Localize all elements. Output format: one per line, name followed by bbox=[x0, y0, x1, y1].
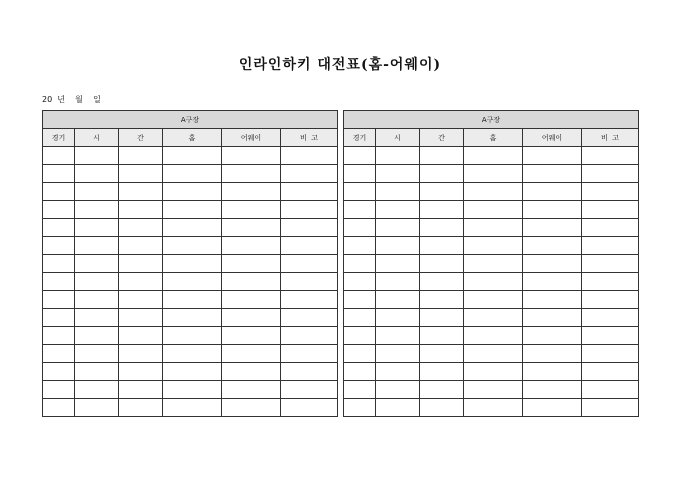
right-table-cell[interactable] bbox=[376, 291, 420, 309]
left-table-cell[interactable] bbox=[119, 183, 163, 201]
left-table-cell[interactable] bbox=[119, 255, 163, 273]
right-table-cell[interactable] bbox=[376, 273, 420, 291]
right-table-cell[interactable] bbox=[523, 363, 582, 381]
right-table-cell[interactable] bbox=[582, 309, 639, 327]
left-table-cell[interactable] bbox=[163, 309, 222, 327]
left-table-cell[interactable] bbox=[163, 327, 222, 345]
right-table bbox=[343, 110, 639, 417]
left-table-cell[interactable] bbox=[163, 399, 222, 417]
right-table-cell[interactable] bbox=[464, 399, 523, 417]
right-table-row bbox=[344, 237, 639, 255]
right-table-cell[interactable] bbox=[523, 273, 582, 291]
left-table-row bbox=[43, 309, 338, 327]
right-table-cell[interactable] bbox=[464, 147, 523, 165]
right-table-cell[interactable] bbox=[523, 345, 582, 363]
left-table-cell[interactable] bbox=[281, 183, 338, 201]
left-table-cell[interactable] bbox=[222, 219, 281, 237]
left-table-cell[interactable] bbox=[75, 165, 119, 183]
right-table-cell[interactable] bbox=[523, 237, 582, 255]
right-table-row bbox=[344, 147, 639, 165]
right-table-cell[interactable] bbox=[464, 165, 523, 183]
left-table-cell[interactable] bbox=[163, 291, 222, 309]
right-table-cell[interactable] bbox=[523, 201, 582, 219]
left-table-cell[interactable] bbox=[163, 345, 222, 363]
right-table-row bbox=[344, 309, 639, 327]
right-table-cell[interactable] bbox=[376, 219, 420, 237]
left-table-cell[interactable] bbox=[163, 255, 222, 273]
right-table-cell[interactable] bbox=[344, 399, 376, 417]
right-table-cell[interactable] bbox=[376, 183, 420, 201]
left-table-row bbox=[43, 273, 338, 291]
right-table-cell[interactable] bbox=[376, 255, 420, 273]
left-table-cell[interactable] bbox=[222, 345, 281, 363]
right-table-cell[interactable] bbox=[582, 255, 639, 273]
right-table-cell[interactable] bbox=[420, 363, 464, 381]
left-table-cell[interactable] bbox=[281, 219, 338, 237]
right-table-cell[interactable] bbox=[464, 291, 523, 309]
left-table-cell[interactable] bbox=[281, 165, 338, 183]
right-table-cell[interactable] bbox=[464, 255, 523, 273]
left-table-cell[interactable] bbox=[222, 237, 281, 255]
left-table-cell[interactable] bbox=[163, 273, 222, 291]
right-table-cell[interactable] bbox=[344, 219, 376, 237]
right-table-cell[interactable] bbox=[523, 219, 582, 237]
left-table-cell[interactable] bbox=[222, 381, 281, 399]
right-table-cell[interactable] bbox=[582, 165, 639, 183]
right-table-row bbox=[344, 381, 639, 399]
left-table-cell[interactable] bbox=[222, 255, 281, 273]
right-table-cell[interactable] bbox=[420, 399, 464, 417]
left-table-cell[interactable] bbox=[281, 309, 338, 327]
left-table-cell[interactable] bbox=[75, 363, 119, 381]
left-table-cell[interactable] bbox=[222, 273, 281, 291]
right-table-cell[interactable] bbox=[344, 237, 376, 255]
right-schedule-table bbox=[343, 110, 639, 417]
left-venue-header: A구장 bbox=[43, 111, 338, 129]
right-table-cell[interactable] bbox=[464, 345, 523, 363]
left-table-body bbox=[43, 147, 338, 417]
right-table-cell[interactable] bbox=[376, 309, 420, 327]
left-table-cell[interactable] bbox=[281, 399, 338, 417]
left-table-cell[interactable] bbox=[163, 219, 222, 237]
right-table-cell[interactable] bbox=[376, 327, 420, 345]
right-table-cell[interactable] bbox=[464, 219, 523, 237]
right-table-cell[interactable] bbox=[582, 237, 639, 255]
left-table-row bbox=[43, 327, 338, 345]
left-time-header-gan: 간 bbox=[119, 129, 163, 147]
left-table-cell[interactable] bbox=[119, 165, 163, 183]
right-note-header: 비 고 bbox=[582, 129, 639, 147]
left-table-cell[interactable] bbox=[43, 327, 75, 345]
left-table-cell[interactable] bbox=[163, 237, 222, 255]
left-table-cell[interactable] bbox=[43, 201, 75, 219]
right-table-cell[interactable] bbox=[420, 381, 464, 399]
left-table-row bbox=[43, 381, 338, 399]
left-table-row bbox=[43, 399, 338, 417]
right-table-cell[interactable] bbox=[523, 147, 582, 165]
left-table-cell[interactable] bbox=[43, 399, 75, 417]
left-table-cell[interactable] bbox=[119, 201, 163, 219]
right-table-cell[interactable] bbox=[464, 201, 523, 219]
left-table-cell[interactable] bbox=[75, 309, 119, 327]
left-table-cell[interactable] bbox=[163, 201, 222, 219]
right-table-cell[interactable] bbox=[376, 237, 420, 255]
left-table-cell[interactable] bbox=[222, 183, 281, 201]
right-table-cell[interactable] bbox=[582, 399, 639, 417]
left-table-cell[interactable] bbox=[75, 345, 119, 363]
left-table-cell[interactable] bbox=[222, 147, 281, 165]
right-table-cell[interactable] bbox=[376, 399, 420, 417]
right-table-cell[interactable] bbox=[420, 183, 464, 201]
left-table-cell[interactable] bbox=[43, 363, 75, 381]
right-table-cell[interactable] bbox=[523, 183, 582, 201]
left-table-cell[interactable] bbox=[281, 381, 338, 399]
right-table-cell[interactable] bbox=[376, 363, 420, 381]
left-table-cell[interactable] bbox=[222, 399, 281, 417]
left-note-header: 비 고 bbox=[281, 129, 338, 147]
right-table-cell[interactable] bbox=[582, 201, 639, 219]
right-table-cell[interactable] bbox=[420, 219, 464, 237]
right-table-cell[interactable] bbox=[523, 327, 582, 345]
right-table-cell[interactable] bbox=[420, 147, 464, 165]
right-table-row bbox=[344, 345, 639, 363]
left-table-cell[interactable] bbox=[75, 381, 119, 399]
left-table-cell[interactable] bbox=[43, 183, 75, 201]
left-table-cell[interactable] bbox=[75, 219, 119, 237]
left-table-cell[interactable] bbox=[43, 147, 75, 165]
right-table-cell[interactable] bbox=[464, 363, 523, 381]
right-table-cell[interactable] bbox=[582, 147, 639, 165]
right-table-cell[interactable] bbox=[523, 165, 582, 183]
left-table-cell[interactable] bbox=[163, 165, 222, 183]
right-table-cell[interactable] bbox=[582, 291, 639, 309]
right-time-header-si: 시 bbox=[376, 129, 420, 147]
right-home-header: 홈 bbox=[464, 129, 523, 147]
right-table-cell[interactable] bbox=[420, 165, 464, 183]
left-table-cell[interactable] bbox=[163, 147, 222, 165]
left-table-cell[interactable] bbox=[163, 183, 222, 201]
left-table-cell[interactable] bbox=[43, 255, 75, 273]
page-title: 인라인하키 대전표(홈-어웨이) bbox=[238, 57, 442, 73]
right-table-cell[interactable] bbox=[420, 273, 464, 291]
left-table-cell[interactable] bbox=[43, 237, 75, 255]
left-table-cell[interactable] bbox=[75, 201, 119, 219]
right-table-cell[interactable] bbox=[420, 237, 464, 255]
right-table-cell[interactable] bbox=[523, 399, 582, 417]
left-table-cell[interactable] bbox=[75, 273, 119, 291]
left-table-cell[interactable] bbox=[119, 237, 163, 255]
left-table-row bbox=[43, 237, 338, 255]
right-table-cell[interactable] bbox=[420, 201, 464, 219]
left-table-cell[interactable] bbox=[281, 273, 338, 291]
left-schedule-table bbox=[42, 110, 338, 417]
right-table-cell[interactable] bbox=[344, 327, 376, 345]
right-table-cell[interactable] bbox=[582, 327, 639, 345]
right-table-row bbox=[344, 201, 639, 219]
left-table-cell[interactable] bbox=[43, 345, 75, 363]
left-table-cell[interactable] bbox=[163, 381, 222, 399]
left-table-cell[interactable] bbox=[119, 327, 163, 345]
left-table-cell[interactable] bbox=[281, 363, 338, 381]
right-table-cell[interactable] bbox=[344, 147, 376, 165]
left-table-row bbox=[43, 255, 338, 273]
left-table-cell[interactable] bbox=[119, 399, 163, 417]
left-table-cell[interactable] bbox=[222, 309, 281, 327]
right-table-row bbox=[344, 327, 639, 345]
left-table-cell[interactable] bbox=[281, 291, 338, 309]
left-table-cell[interactable] bbox=[75, 399, 119, 417]
right-table-cell[interactable] bbox=[344, 273, 376, 291]
left-table-row bbox=[43, 363, 338, 381]
left-table-cell[interactable] bbox=[281, 327, 338, 345]
right-table-cell[interactable] bbox=[420, 255, 464, 273]
right-table-row bbox=[344, 219, 639, 237]
right-table-cell[interactable] bbox=[464, 381, 523, 399]
left-table-cell[interactable] bbox=[43, 309, 75, 327]
left-table-row bbox=[43, 183, 338, 201]
left-table-cell[interactable] bbox=[222, 165, 281, 183]
left-table-cell[interactable] bbox=[119, 147, 163, 165]
right-time-header-gan: 간 bbox=[420, 129, 464, 147]
right-table-cell[interactable] bbox=[464, 183, 523, 201]
right-table-cell[interactable] bbox=[344, 165, 376, 183]
left-table-cell[interactable] bbox=[75, 291, 119, 309]
right-game-header: 경기 bbox=[344, 129, 376, 147]
left-table-cell[interactable] bbox=[163, 363, 222, 381]
left-table-cell[interactable] bbox=[281, 255, 338, 273]
left-table-cell[interactable] bbox=[43, 165, 75, 183]
right-table-cell[interactable] bbox=[523, 309, 582, 327]
right-table-cell[interactable] bbox=[420, 291, 464, 309]
right-table-row bbox=[344, 255, 639, 273]
left-table-cell[interactable] bbox=[43, 381, 75, 399]
left-table-cell[interactable] bbox=[119, 381, 163, 399]
right-table-row bbox=[344, 363, 639, 381]
right-table-cell[interactable] bbox=[420, 345, 464, 363]
right-table-cell[interactable] bbox=[464, 309, 523, 327]
right-table-row bbox=[344, 165, 639, 183]
right-table-cell[interactable] bbox=[582, 345, 639, 363]
right-table-cell[interactable] bbox=[523, 381, 582, 399]
right-table-cell[interactable] bbox=[420, 327, 464, 345]
left-table-cell[interactable] bbox=[222, 363, 281, 381]
right-away-header: 어웨이 bbox=[523, 129, 582, 147]
right-table-cell[interactable] bbox=[344, 345, 376, 363]
right-table-cell[interactable] bbox=[464, 237, 523, 255]
left-home-header: 홈 bbox=[163, 129, 222, 147]
right-table-cell[interactable] bbox=[344, 381, 376, 399]
left-table-cell[interactable] bbox=[281, 345, 338, 363]
right-table-cell[interactable] bbox=[582, 273, 639, 291]
left-table-row bbox=[43, 291, 338, 309]
right-table-cell[interactable] bbox=[376, 147, 420, 165]
left-table-cell[interactable] bbox=[75, 327, 119, 345]
right-table-body bbox=[344, 147, 639, 417]
left-table-row bbox=[43, 201, 338, 219]
left-table-row bbox=[43, 219, 338, 237]
left-table-cell[interactable] bbox=[281, 237, 338, 255]
left-table-cell[interactable] bbox=[119, 363, 163, 381]
right-table-row bbox=[344, 183, 639, 201]
right-table-cell[interactable] bbox=[344, 363, 376, 381]
left-table-cell[interactable] bbox=[43, 291, 75, 309]
left-table-row bbox=[43, 165, 338, 183]
right-table-cell[interactable] bbox=[523, 255, 582, 273]
left-time-header-si: 시 bbox=[75, 129, 119, 147]
left-table-cell[interactable] bbox=[119, 345, 163, 363]
left-game-header: 경기 bbox=[43, 129, 75, 147]
right-table-cell[interactable] bbox=[376, 381, 420, 399]
left-table-row bbox=[43, 345, 338, 363]
left-table bbox=[42, 110, 338, 417]
right-table-cell[interactable] bbox=[582, 219, 639, 237]
left-table-cell[interactable] bbox=[75, 255, 119, 273]
right-venue-header: A구장 bbox=[344, 111, 639, 129]
right-table-cell[interactable] bbox=[464, 273, 523, 291]
left-away-header: 어웨이 bbox=[222, 129, 281, 147]
right-table-row bbox=[344, 291, 639, 309]
right-table-row bbox=[344, 273, 639, 291]
right-table-cell[interactable] bbox=[344, 291, 376, 309]
right-table-cell[interactable] bbox=[420, 309, 464, 327]
left-table-cell[interactable] bbox=[281, 147, 338, 165]
left-table-cell[interactable] bbox=[119, 309, 163, 327]
left-table-cell[interactable] bbox=[75, 147, 119, 165]
right-table-cell[interactable] bbox=[464, 327, 523, 345]
right-table-cell[interactable] bbox=[582, 381, 639, 399]
left-table-cell[interactable] bbox=[281, 201, 338, 219]
left-table-cell[interactable] bbox=[222, 327, 281, 345]
right-table-cell[interactable] bbox=[344, 183, 376, 201]
right-table-row bbox=[344, 399, 639, 417]
left-table-cell[interactable] bbox=[119, 219, 163, 237]
right-table-cell[interactable] bbox=[582, 363, 639, 381]
left-table-cell[interactable] bbox=[75, 183, 119, 201]
right-table-cell[interactable] bbox=[344, 309, 376, 327]
left-table-cell[interactable] bbox=[43, 219, 75, 237]
right-table-cell[interactable] bbox=[376, 201, 420, 219]
left-table-cell[interactable] bbox=[222, 291, 281, 309]
left-table-cell[interactable] bbox=[75, 237, 119, 255]
right-table-cell[interactable] bbox=[376, 345, 420, 363]
right-table-cell[interactable] bbox=[582, 183, 639, 201]
right-table-cell[interactable] bbox=[376, 165, 420, 183]
right-table-cell[interactable] bbox=[523, 291, 582, 309]
left-table-cell[interactable] bbox=[119, 291, 163, 309]
date-line: 20 년 월 일 bbox=[42, 95, 101, 104]
left-table-cell[interactable] bbox=[119, 273, 163, 291]
right-table-cell[interactable] bbox=[344, 255, 376, 273]
left-table-cell[interactable] bbox=[43, 273, 75, 291]
left-table-cell[interactable] bbox=[222, 201, 281, 219]
left-table-row bbox=[43, 147, 338, 165]
right-table-cell[interactable] bbox=[344, 201, 376, 219]
